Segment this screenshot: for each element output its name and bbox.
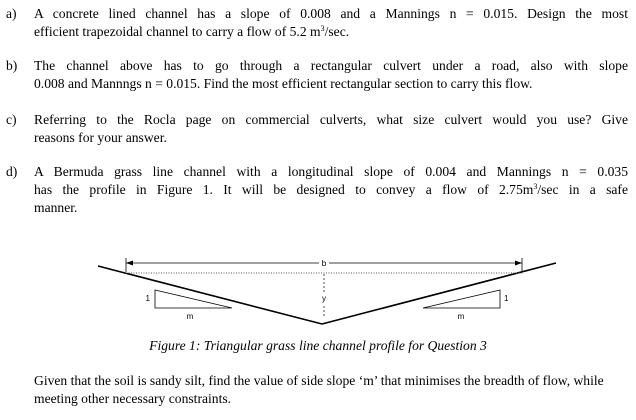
slope-triangle-right — [423, 290, 500, 308]
breadth-arrow-right — [515, 261, 522, 266]
question-b — [6, 57, 628, 93]
run-label-right: m — [457, 312, 465, 321]
question-c — [6, 111, 628, 147]
right-bank-line — [322, 263, 556, 324]
depth-label: y — [322, 294, 326, 303]
rise-label-left: 1 — [145, 294, 150, 303]
question-text-line — [34, 111, 628, 129]
text-segment: /sec. — [324, 24, 350, 39]
question-label: b) — [6, 58, 18, 73]
question-text-line — [34, 23, 628, 41]
left-bank-line — [98, 266, 322, 324]
question-text-line — [34, 181, 628, 199]
question-text-line — [34, 129, 628, 147]
question-a — [6, 5, 628, 41]
question-d — [6, 163, 628, 217]
question-text — [34, 57, 628, 93]
question-text-line — [34, 75, 628, 93]
text-segment: has the profile in Figure 1. It will be designed to convey a flow of 2.75m — [34, 182, 534, 197]
text-segment: /sec in a safe — [537, 182, 628, 197]
question-text-line — [34, 57, 628, 75]
text-segment: reasons for your answer. — [34, 130, 167, 145]
question-label: c) — [6, 112, 17, 127]
slope-triangle-left — [155, 290, 232, 308]
channel-profile-figure — [90, 250, 566, 330]
text-segment: efficient trapezoidal channel to carry a flow of 5.2 m — [34, 24, 321, 39]
text-segment: The channel above has to go through a rectangular culvert under a road, also with slope — [34, 58, 628, 73]
text-segment: 0.008 and Mannngs n = 0.015. Find the most efficient rectangular section to carry this flow. — [34, 76, 533, 91]
rise-label-right: 1 — [504, 294, 509, 303]
question-text-line — [34, 5, 628, 23]
text-segment: manner. — [34, 200, 78, 215]
question-text — [34, 163, 628, 217]
question-label: d) — [6, 164, 18, 179]
breadth-arrow-left — [126, 261, 133, 266]
superscript: 3 — [533, 182, 538, 191]
question-d-continuation: Given that the soil is sandy silt, find the value of side slope ‘m’ that minimises the breadth of flow, while meeting other necessary constraints. — [34, 373, 604, 406]
question-label: a) — [6, 6, 17, 21]
figure-caption: Figure 1: Triangular grass line channel profile for Question 3 — [149, 338, 487, 353]
question-text — [34, 5, 628, 41]
text-segment: A Bermuda grass line channel with a longitudinal slope of 0.004 and Mannings n = 0.035 — [34, 164, 628, 179]
run-label-left: m — [186, 312, 194, 321]
superscript: 3 — [320, 24, 325, 33]
text-segment: A concrete lined channel has a slope of 0.008 and a Mannings n = 0.015. Design the most — [34, 6, 628, 21]
question-text — [34, 111, 628, 147]
question-text-line — [34, 163, 628, 181]
question-text-line — [34, 199, 628, 217]
breadth-label: b — [321, 259, 327, 268]
text-segment: Referring to the Rocla page on commercial culverts, what size culvert would you use? Give — [34, 112, 628, 127]
